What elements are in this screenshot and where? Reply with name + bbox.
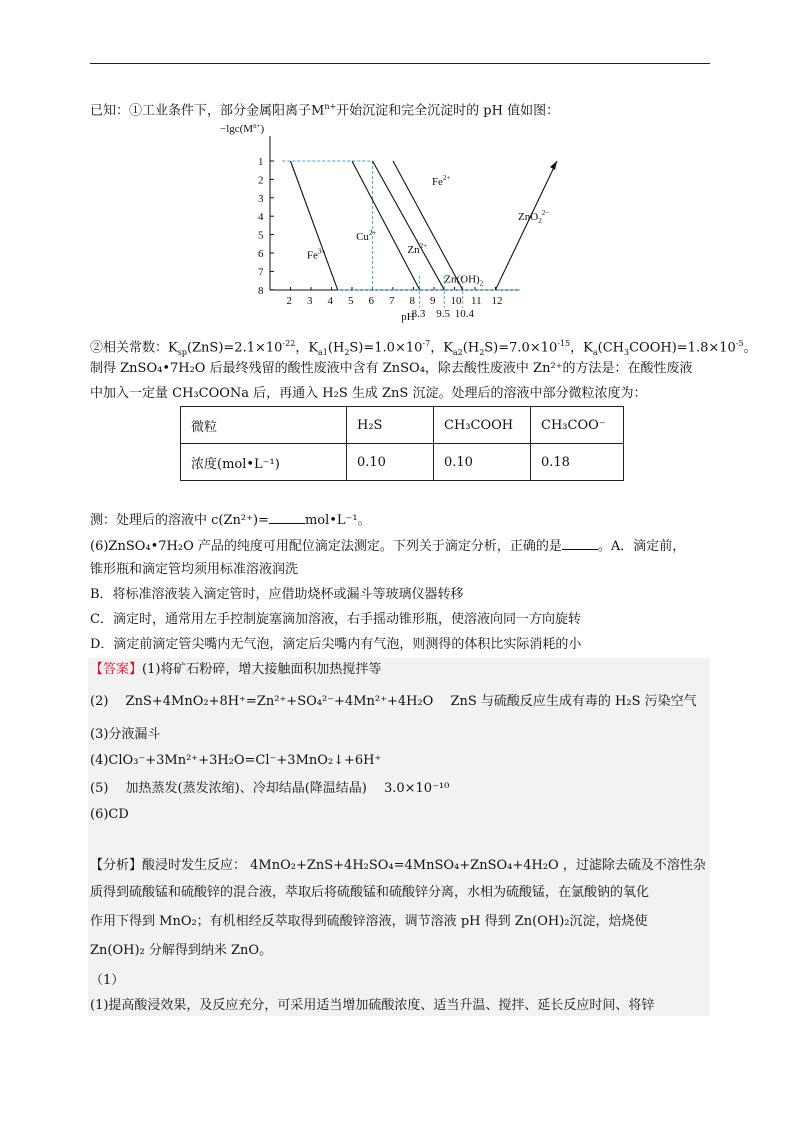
x-tick-label: 7 <box>389 295 395 307</box>
question-line-2: (6)ZnSO₄•7H₂O 产品的纯度可用配位滴定法测定。下列关于滴定分析，正确的是 。A．滴定前， <box>90 539 686 554</box>
answer-line-2: (2) ZnS+4MnO₂+8H⁺=Zn²⁺+SO₄²⁻+4Mn²⁺+4H₂O ZnS 与硫酸反应生成有毒的 H₂S 污染空气 <box>90 694 697 709</box>
x-extra-tick-label: 8.3 <box>411 308 426 320</box>
x-tick-label: 11 <box>471 295 482 307</box>
question-line-3: 锥形瓶和滴定管均须用标准溶液润洗 <box>90 562 299 577</box>
y-tick-label: 1 <box>258 156 264 168</box>
series-label: $Cu^{2+}$ <box>356 229 377 244</box>
y-axis-label: $-\lg c(M^{n+})$ <box>220 122 265 135</box>
table-cell: 0.10 <box>434 444 531 481</box>
analysis-line-5: （1） <box>90 973 125 988</box>
x-tick-label: 5 <box>348 295 354 307</box>
y-tick-label: 2 <box>258 174 264 187</box>
known-text-2: 开始沉淀和完全沉淀时的 pH 值如图： <box>336 103 560 119</box>
x-tick-label: 8 <box>409 295 415 307</box>
y-tick-label: 8 <box>258 284 264 297</box>
x-tick-label: 4 <box>327 295 333 307</box>
table-cell: 0.10 <box>347 444 434 481</box>
x-tick-label: 10 <box>450 295 462 307</box>
y-tick-label: 5 <box>258 229 264 242</box>
analysis-line-1: 【分析】酸浸时发生反应： 4MnO₂+ZnS+4H₂SO₄=4MnSO₄+ZnSO₄+4H₂O ，过滤除去硫及不溶性杂 <box>90 858 706 873</box>
known-line <box>90 98 559 120</box>
option-d: D．滴定前滴定管尖嘴内无气泡，滴定后尖嘴内有气泡，则测得的体积比实际消耗的小 <box>90 637 582 652</box>
series-label: $Fe^{2+}$ <box>431 173 451 188</box>
answer-line-3: (3)分液漏斗 <box>90 727 161 742</box>
answer-section <box>88 658 710 1016</box>
series-label: $Fe^{3+}$ <box>306 247 326 262</box>
x-tick-label: 2 <box>286 295 292 307</box>
answer-line-5: (5) 加热蒸发(蒸发浓缩)、冷却结晶(降温结晶) 3.0×10⁻¹⁰ <box>90 781 450 796</box>
y-tick-label: 4 <box>258 211 264 224</box>
known-text: 已知：①工业条件下，部分金属阳离子M <box>90 103 325 119</box>
answer-line-4: (4)ClO₃⁻+3Mn²⁺+3H₂O=Cl⁻+3MnO₂↓+6H⁺ <box>90 753 382 768</box>
table-cell: CH₃COO⁻ <box>531 407 624 444</box>
option-b: B．将标准溶液装入滴定管时，应借助烧杯或漏斗等玻璃仪器转移 <box>90 587 464 602</box>
chart-lines <box>291 161 558 290</box>
arrow-head <box>550 161 557 170</box>
y-tick-label: 6 <box>258 248 264 260</box>
option-c: C．滴定时，通常用左手控制旋塞滴加溶液，右手摇动锥形瓶，使溶液向同一方向旋转 <box>90 612 581 627</box>
paragraph-line-2: 制得 ZnSO₄•7H₂O 后最终残留的酸性废液中含有 ZnSO₄，除去酸性废液中 Zn²⁺的方法是：在酸性废液 <box>90 361 693 376</box>
table-row <box>181 444 624 481</box>
analysis-line-2: 质得到硫酸锰和硫酸锌的混合液，萃取后将硫酸锰和硫酸锌分离，水相为硫酸锰，在氯酸钠的氧化 <box>90 885 650 900</box>
x-tick-label: 6 <box>368 295 374 307</box>
series-line <box>291 161 338 290</box>
x-extra-tick-label: 10.4 <box>454 308 474 320</box>
analysis-line-6: (1)提高酸浸效果，及反应充分，可采用适当增加硫酸浓度、适当升温、搅拌、延长反应时间、将锌 <box>90 998 655 1013</box>
x-tick-label: 12 <box>491 295 503 307</box>
zn-oh2-label: $Zn(OH)_2$ <box>444 273 484 288</box>
series-label: $Zn^{2+}$ <box>407 242 428 256</box>
table-cell: CH₃COOH <box>434 407 531 444</box>
concentration-table <box>180 406 624 481</box>
x-axis-label: pH <box>401 311 415 323</box>
series-label: ZnO$_2^{2-}$ <box>518 208 550 225</box>
table-cell: H₂S <box>347 407 434 444</box>
known-sup: n+ <box>324 102 337 111</box>
ph-chart <box>218 118 550 323</box>
x-extra-tick-label: 9.5 <box>436 308 450 320</box>
table-cell: 浓度(mol•L⁻¹) <box>181 444 347 481</box>
x-tick-label: 9 <box>430 295 436 307</box>
answer-blank[interactable] <box>269 511 305 524</box>
table-cell: 0.18 <box>531 444 624 481</box>
question-line-1: 测：处理后的溶液中 c(Zn²⁺)= mol•L⁻¹。 <box>90 513 371 528</box>
answer-line-1: 【答案】(1)将矿石粉碎，增大接触面积加热搅拌等 <box>90 662 382 677</box>
table-cell: 微粒 <box>181 407 347 444</box>
constants-line: ②相关常数：$K_{sp}(ZnS)=2.1\times 10^{-22}$，$K_{a1}(H_2S)=1.0\times 10^{-7}$，$K_{a2}(H_2S)=7.0\times 10^{-15}$，$K_a(CH_3COOH)=1.8\times 10^{-5}$。 <box>90 339 757 357</box>
answer-line-6: (6)CD <box>90 807 129 822</box>
answer-tag: 【答案】 <box>90 662 143 677</box>
series-line <box>496 161 558 290</box>
y-tick-label: 7 <box>258 266 264 279</box>
x-tick-label: 3 <box>307 295 313 307</box>
table-header-row <box>181 407 624 444</box>
analysis-line-3: 作用下得到 MnO₂；有机相经反萃取得到硫酸锌溶液，调节溶液 pH 得到 Zn(OH)₂沉淀，焙烧使 <box>90 914 648 929</box>
analysis-line-4: Zn(OH)₂ 分解得到纳米 ZnO。 <box>90 943 273 958</box>
y-tick-label: 3 <box>258 192 264 205</box>
chart-axes <box>270 136 520 290</box>
series-line <box>393 161 463 290</box>
header-rule <box>90 63 710 64</box>
paragraph-line-3: 中加入一定量 CH₃COONa 后，再通入 H₂S 生成 ZnS 沉淀。处理后的溶液中部分微粒浓度为： <box>90 386 647 401</box>
answer-blank[interactable] <box>562 537 598 550</box>
series-line <box>352 161 420 290</box>
